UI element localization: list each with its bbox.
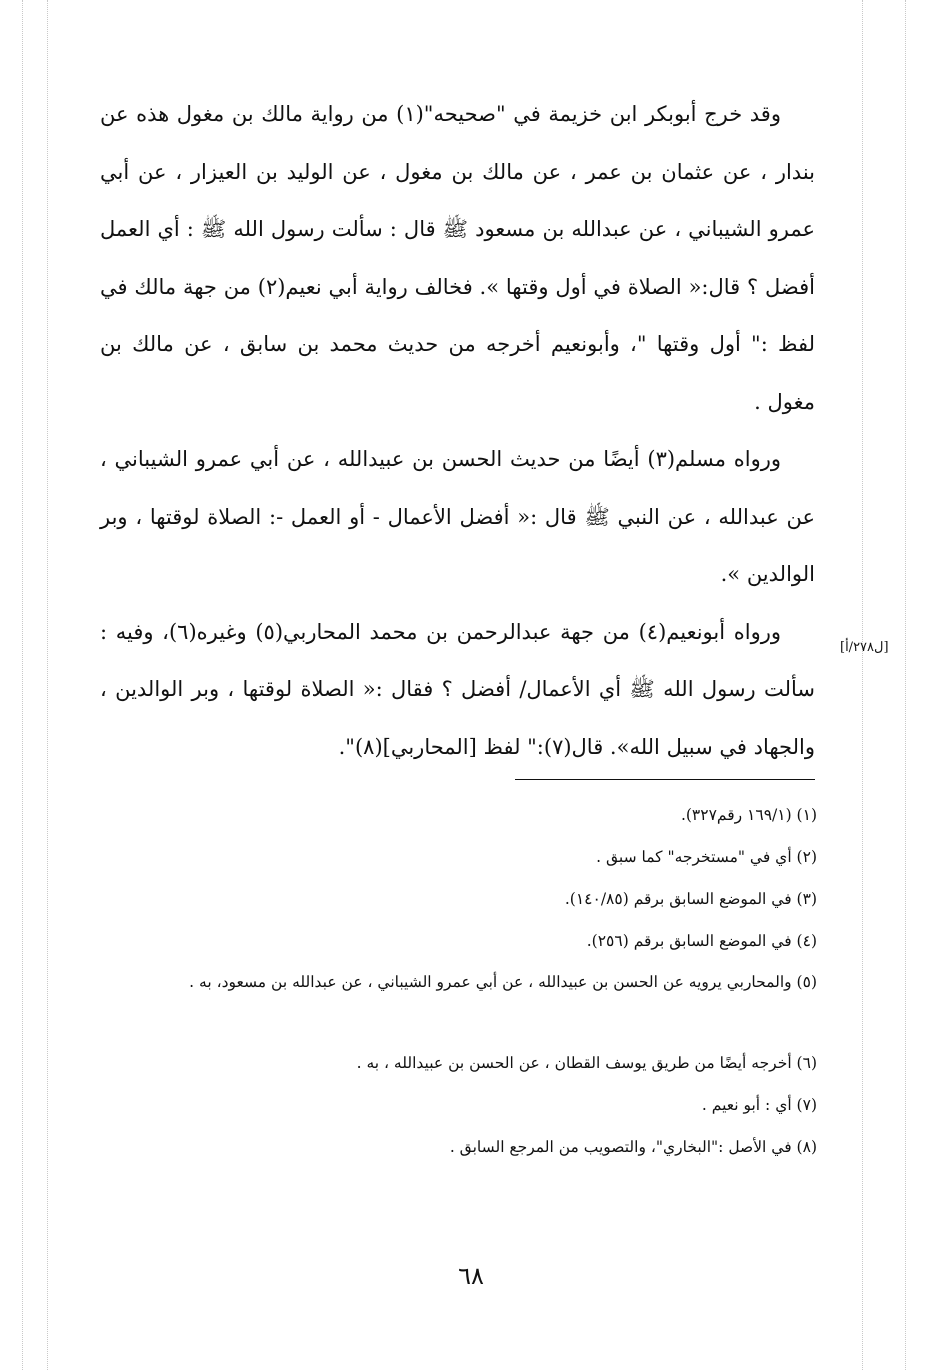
footnote: (٥) والمحاربي يرويه عن الحسن بن عبيدالله ، عن أبي عمرو الشيباني ، عن عبدالله بن مسعود، به . bbox=[189, 973, 817, 991]
footnote: (٧) أي : أبو نعيم . bbox=[701, 1096, 817, 1114]
scan-edge-line bbox=[47, 0, 48, 1370]
paragraph: ورواه مسلم(٣) أيضًا من حديث الحسن بن عبيدالله ، عن أبي عمرو الشيباني ، عن عبدالله ، عن النبي ﷺ قال :« أفضل الأعمال - أو العمل -: الصلاة لوقتها ، وبر الوالدين ». bbox=[100, 447, 815, 586]
scan-edge-line bbox=[905, 0, 906, 1370]
manuscript-folio-marker: [ل٢٧٨/أ] bbox=[840, 640, 889, 655]
paragraph: وقد خرج أبوبكر ابن خزيمة في "صحيحه"(١) من رواية مالك بن مغول هذه عن بندار ، عن عثمان بن عمر ، عن مالك بن مغول ، عن الوليد بن العيزار ، عن أبي عمرو الشيباني ، عن عبدالله بن مسعود ﷺ قال : سألت رسول الله ﷺ : أي العمل أفضل ؟ قال:« الصلاة في أول وقتها ». فخالف رواية أبي نعيم(٢) من جهة مالك في لفظ :" أول وقتها "، وأبونعيم أخرجه من حديث محمد بن سابق ، عن مالك بن مغول . bbox=[100, 102, 815, 414]
footnote: (٣) في الموضع السابق برقم (١٤٠/٨٥). bbox=[564, 890, 817, 908]
footnote: (٢) أي في "مستخرجه" كما سبق . bbox=[596, 848, 817, 866]
footnote: (٦) أخرجه أيضًا من طريق يوسف القطان ، عن الحسن بن عبيدالله ، به . bbox=[356, 1054, 817, 1072]
footnote: (١) (١٦٩/١ رقم٣٢٧). bbox=[680, 806, 817, 824]
footnote: (٤) في الموضع السابق برقم (٢٥٦). bbox=[586, 932, 817, 950]
main-text bbox=[100, 86, 815, 776]
footnote: (٨) في الأصل :"البخاري"، والتصويب من المرجع السابق . bbox=[449, 1138, 817, 1156]
footnotes bbox=[100, 794, 817, 1168]
page-number: ٦٨ bbox=[458, 1262, 484, 1290]
scan-edge-line bbox=[22, 0, 23, 1370]
paragraph: ورواه أبونعيم(٤) من جهة عبدالرحمن بن محمد المحاربي(٥) وغيره(٦)، وفيه : سألت رسول الله ﷺ أي الأعمال/ أفضل ؟ فقال :« الصلاة لوقتها ، وبر الوالدين ، والجهاد في سبيل الله». قال(٧):" لفظ [المحاربي](٨)". bbox=[100, 619, 815, 759]
scan-edge-line bbox=[862, 0, 863, 1370]
footnote-separator bbox=[515, 779, 815, 780]
